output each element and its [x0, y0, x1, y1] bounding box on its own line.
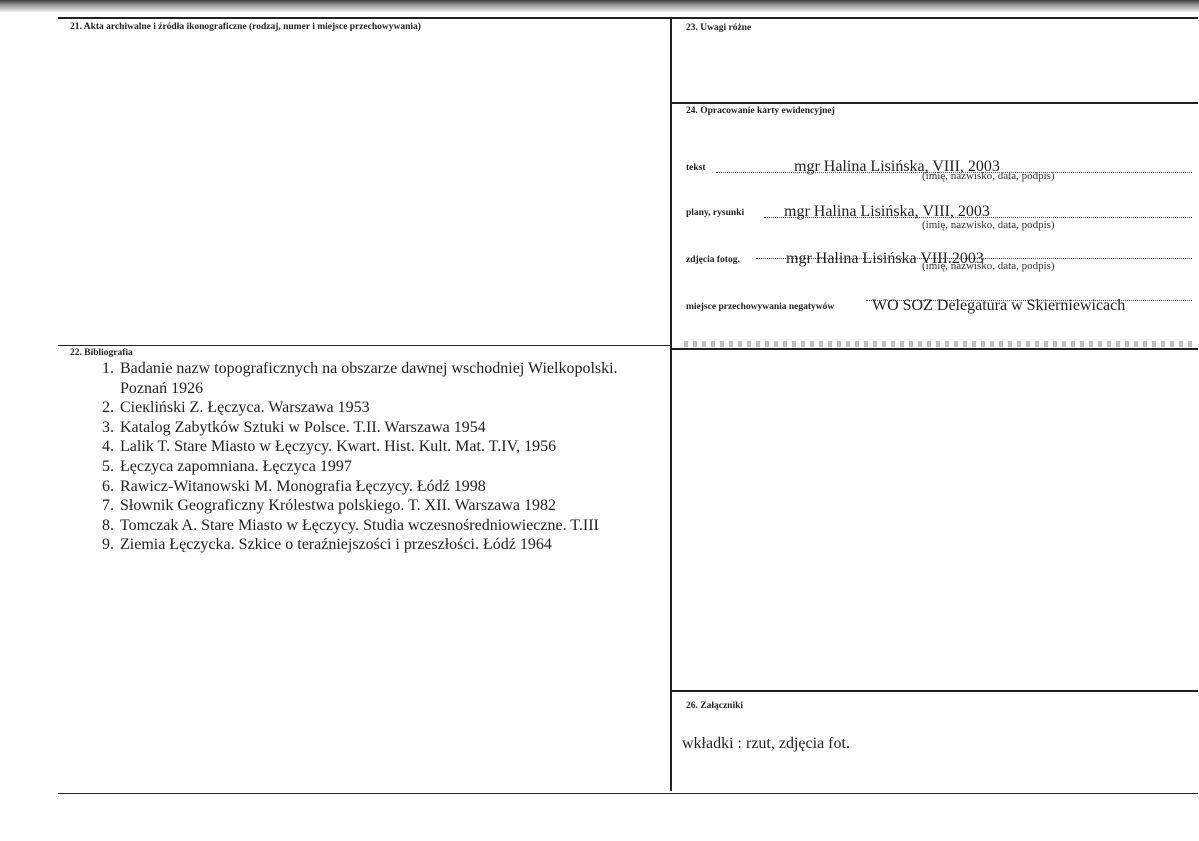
bibliography-item: 1. Badanie nazw topograficznych na obszarze dawnej wschodniej Wielkopolski. Poznań 1926 [102, 360, 618, 397]
bibliography-item: 8. Tomczak A. Stare Miasto w Łęczycy. Studia wczesnośredniowieczne. T.III [102, 516, 599, 534]
bibliography-item: 6. Rawicz-Witanowski M. Monografia Łęczycy. Łódź 1998 [102, 477, 486, 495]
bibliography-item: 4. Lalik T. Stare Miasto w Łęczycy. Kwart. Hist. Kult. Mat. T.IV, 1956 [102, 438, 557, 456]
scan-edge-shadow [0, 0, 1199, 12]
top-rule [58, 17, 1198, 19]
bibliography-item: 3. Katalog Zabytków Sztuki w Polsce. T.II. Warszawa 1954 [102, 418, 486, 436]
bibliography-item: 5. Łęczyca zapomniana. Łęczyca 1997 [102, 457, 352, 475]
section24-label: 24. Opracowanie karty ewidencyjnej [686, 106, 835, 116]
text-author-hint: (imię, nazwisko, data, podpis) [922, 170, 1055, 182]
photos-author-hint: (imię, nazwisko, data, podpis) [922, 260, 1055, 272]
text-author-value: mgr Halina Lisińska, VIII, 2003 [794, 158, 1000, 175]
section26-rule [671, 690, 1198, 692]
section25-header-faint [684, 341, 1194, 347]
section26-label: 26. Załączniki [686, 701, 744, 711]
bibliography-list [102, 359, 670, 555]
section21-label: 21. Akta archiwalne i źródła ikonograficzne (rodzaj, numer i miejsce przechowywania) [70, 22, 421, 32]
text-author-label: tekst [686, 163, 706, 173]
section22-rule [58, 345, 671, 346]
section25-rule [671, 348, 1198, 350]
bottom-rule [58, 793, 1198, 794]
photos-author-value: mgr Halina Lisińska VIII.2003 [786, 250, 984, 267]
section24-rule [671, 102, 1198, 104]
drawings-author-hint: (imię, nazwisko, data, podpis) [922, 219, 1055, 231]
section22-label: 22. Bibliografia [70, 348, 133, 358]
drawings-author-label: plany, rysunki [686, 208, 745, 218]
bibliography-item: 2. Cieкliński Z. Łęczyca. Warszawa 1953 [102, 399, 370, 417]
attachments-value: wkładki : rzut, zdjęcia fot. [682, 735, 850, 752]
bibliography-item: 9. Ziemia Łęczycka. Szkice o teraźniejszości i przeszłości. Łódź 1964 [102, 536, 552, 554]
negatives-label: miejsce przechowywania negatywów [686, 302, 835, 312]
section23-label: 23. Uwagi różne [686, 23, 752, 33]
drawings-author-value: mgr Halina Lisińska, VIII, 2003 [784, 203, 990, 220]
vertical-divider [670, 17, 672, 791]
photos-author-label: zdjęcia fotog. [686, 255, 740, 265]
negatives-value: WO SOZ Delegatura w Skierniewicach [872, 297, 1126, 314]
bibliography-item: 7. Słownik Geograficzny Królestwa polskiego. T. XII. Warszawa 1982 [102, 497, 556, 515]
